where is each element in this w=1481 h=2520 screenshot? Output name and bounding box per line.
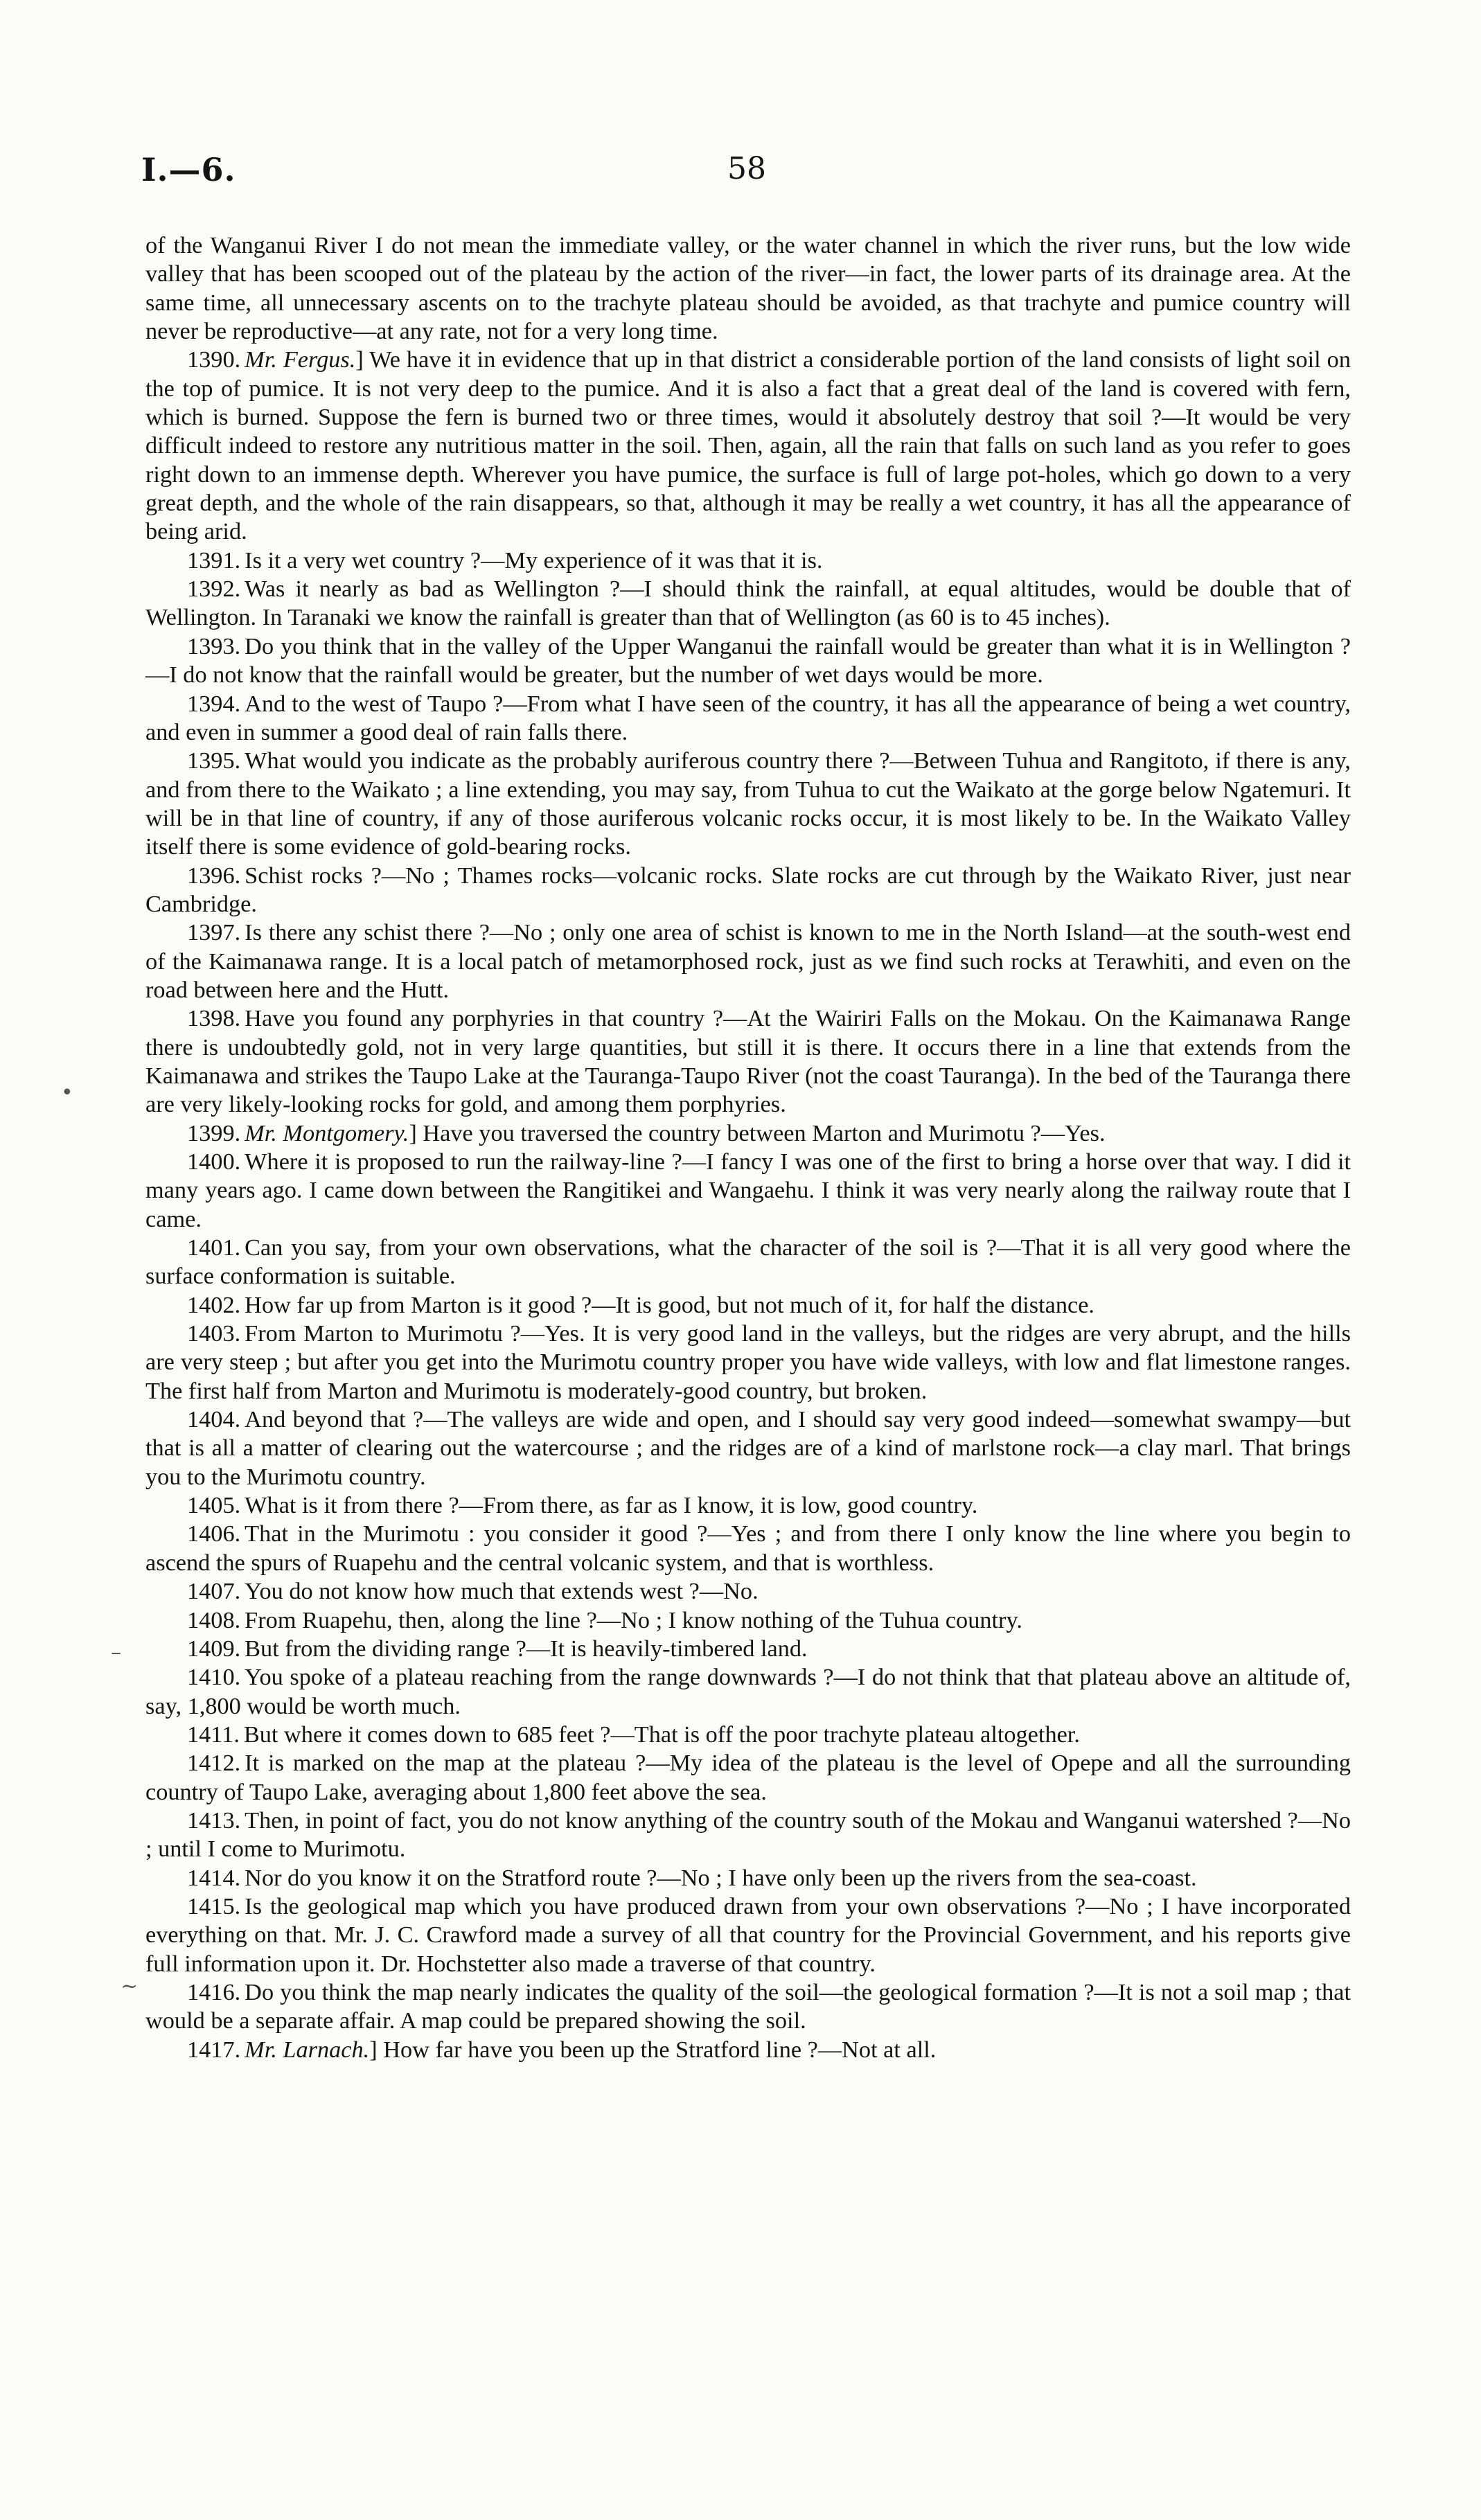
speaker-name: Mr. Fergus. (245, 346, 356, 373)
evidence-entry (145, 1520, 1351, 1577)
question-number: 1411. (187, 1721, 240, 1748)
margin-dot: • (61, 1081, 73, 1105)
evidence-entry (145, 1721, 1351, 1749)
evidence-entry (145, 690, 1351, 747)
evidence-entry (145, 632, 1351, 690)
entry-text: We have it in evidence that up in that district a considerable portion of the land consists of light soil on the top of pumice. It is not very deep to the pumice. And it is also a fact that a great deal of the land is covered with fern, which is burned. Suppose the fern is burned two or three times, would it absolutely destroy that soil ?—It would be very difficult indeed to restore any nutritious matter in the soil. Then, again, all the rain that falls on such land as you refer to goes right down to an immense depth. Wherever you have pumice, the surface is full of large pot-holes, which go down to a very great depth, and the whole of the rain disappears, so that, although it may be really a wet country, it has all the appearance of being arid. (145, 346, 1351, 545)
entry-text: But where it comes down to 685 feet ?—That is off the poor trachyte plateau altogether. (243, 1721, 1080, 1748)
question-number: 1392. (187, 576, 241, 603)
evidence-entry (145, 1807, 1351, 1864)
evidence-entry (145, 547, 1351, 575)
evidence-entry (145, 1491, 1351, 1520)
question-number: 1408. (187, 1606, 241, 1633)
evidence-entry (145, 1405, 1351, 1491)
question-number: 1415. (187, 1892, 241, 1919)
speaker-name: Mr. Montgomery. (245, 1119, 409, 1146)
evidence-entry (145, 1635, 1351, 1663)
question-number: 1414. (187, 1864, 241, 1891)
question-number: 1406. (187, 1520, 241, 1547)
question-number: 1412. (187, 1750, 241, 1777)
evidence-entry (145, 919, 1351, 1004)
entry-text: Can you say, from your own observations, what the character of the soil is ?—That it is all very good where the surface conformation is suitable. (145, 1234, 1351, 1290)
question-number: 1391. (187, 547, 241, 574)
question-number: 1417. (187, 2036, 241, 2063)
intro-paragraph: of the Wanganui River I do not mean the immediate valley, or the water channel in which the river runs, but the low wide valley that has been scooped out of the plateau by the action of the river—in fact, the lower parts of its drainage area. At the same time, all unnecessary ascents on to the trachyte plateau should be avoided, as that trachyte and pumice country will never be reproductive—at any rate, not for a very long time. (145, 232, 1351, 345)
entry-text: Then, in point of fact, you do not know anything of the country south of the Mokau and Wanganui watershed ?—No ; until I come to Murimotu. (145, 1807, 1351, 1863)
question-number: 1398. (187, 1005, 241, 1032)
document-reference: I.—6. (141, 151, 236, 188)
entry-text: What would you indicate as the probably auriferous country there ?—Between Tuhua and Rangitoto, if there is any, and from there to the Waikato ; a line extending, you may say, from Tuhua to cut the Waikato at the gorge below Ngatemuri. It will be in that line of country, if any of those auriferous volcanic rocks occur, it is most likely to be. In the Waikato Valley itself there is some evidence of gold-bearing rocks. (145, 747, 1351, 860)
entry-text: How far up from Marton is it good ?—It is good, but not much of it, for half the distance. (245, 1291, 1095, 1318)
question-number: 1402. (187, 1291, 241, 1318)
question-number: 1400. (187, 1148, 241, 1175)
evidence-entry (145, 1663, 1351, 1721)
question-number: 1394. (187, 690, 241, 717)
evidence-text (145, 231, 1351, 2064)
entry-text: Nor do you know it on the Stratford route ?—No ; I have only been up the rivers from the sea-coast. (245, 1864, 1197, 1891)
page-header (141, 151, 1329, 199)
entry-text: But from the dividing range ?—It is heavily-timbered land. (245, 1635, 808, 1662)
evidence-entry (145, 862, 1351, 919)
entry-text: Is there any schist there ?—No ; only one area of schist is known to me in the North Island—at the south-west end of the Kaimanawa range. It is a local patch of metamorphosed rock, just as we find such rocks at Terawhiti, and even on the road between here and the Hutt. (145, 919, 1351, 1003)
question-number: 1390. (187, 346, 241, 373)
evidence-entry: 1390. Mr. Fergus.] We have it in evidence that up in that district a considerable portion of the land consists of light soil on the top of pumice. It is not very deep to the pumice. And it is also a fact that a great deal of the land is covered with fern, which is burned. Suppose the fern is burned two or three times, would it absolutely destroy that soil ?—It would be very difficult indeed to restore any nutritious matter in the soil. Then, again, all the rain that falls on such land as you refer to goes right down to an immense depth. Wherever you have pumice, the surface is full of large pot-holes, which go down to a very great depth, and the whole of the rain disappears, so that, although it may be really a wet country, it has all the appearance of being arid. (145, 346, 1351, 545)
page-number: 58 (727, 151, 766, 186)
question-number: 1401. (187, 1234, 241, 1261)
question-number: 1399. (187, 1119, 241, 1146)
evidence-entry: 1417. Mr. Larnach.] How far have you been up the Stratford line ?—Not at all. (187, 2036, 937, 2063)
question-number: 1393. (187, 632, 241, 659)
evidence-entry (145, 1577, 1351, 1606)
evidence-entry (145, 1892, 1351, 1978)
evidence-entry (145, 1004, 1351, 1119)
evidence-entry (145, 1148, 1351, 1234)
margin-dash: – (111, 1640, 121, 1665)
evidence-entry (145, 1864, 1351, 1892)
question-number: 1403. (187, 1320, 241, 1347)
entry-text: From Ruapehu, then, along the line ?—No ; I know nothing of the Tuhua country. (245, 1606, 1022, 1633)
question-number: 1410. (187, 1664, 241, 1691)
entry-text: From Marton to Murimotu ?—Yes. It is very good land in the valleys, but the ridges are very abrupt, and the hills are very steep ; but after you get into the Murimotu country proper you have wide valleys, with low and flat limestone ranges. The first half from Marton and Murimotu is moderately-good country, but broken. (145, 1320, 1351, 1404)
evidence-entry (145, 1234, 1351, 1291)
evidence-entry: 1399. Mr. Montgomery.] Have you traversed the country between Marton and Murimotu ?—Yes. (187, 1119, 1106, 1146)
entry-text: Have you traversed the country between Marton and Murimotu ?—Yes. (423, 1119, 1106, 1146)
evidence-entry (145, 747, 1351, 861)
question-number: 1407. (187, 1578, 241, 1605)
question-number: 1405. (187, 1492, 241, 1519)
question-number: 1397. (187, 919, 241, 946)
evidence-entry (145, 575, 1351, 632)
entry-text: Schist rocks ?—No ; Thames rocks—volcanic rocks. Slate rocks are cut through by the Waikato River, just near Cambridge. (145, 862, 1351, 917)
entry-text: Do you think the map nearly indicates the quality of the soil—the geological formation ?—It is not a soil map ; that would be a separate affair. A map could be prepared showing the soil. (145, 1978, 1351, 2034)
entry-text: It is marked on the map at the plateau ?—My idea of the plateau is the level of Opepe and all the surrounding country of Taupo Lake, averaging about 1,800 feet above the sea. (145, 1750, 1351, 1805)
entry-text: And beyond that ?—The valleys are wide and open, and I should say very good indeed—somewhat swampy—but that is all a matter of clearing out the watercourse ; and the ridges are of a kind of marlstone rock—a clay marl. That brings you to the Murimotu country. (145, 1406, 1351, 1490)
entry-text: You do not know how much that extends west ?—No. (245, 1578, 759, 1605)
entry-text: And to the west of Taupo ?—From what I have seen of the country, it has all the appearance of being a wet country, and even in summer a good deal of rain falls there. (145, 690, 1351, 745)
entry-text: Where it is proposed to run the railway-line ?—I fancy I was one of the first to bring a horse over that way. I did it many years ago. I came down between the Rangitikei and Wangaehu. I think it was very nearly along the railway route that I came. (145, 1148, 1351, 1232)
entry-text: Is it a very wet country ?—My experience of it was that it is. (245, 547, 823, 574)
entry-text: You spoke of a plateau reaching from the range downwards ?—I do not think that that plateau above an altitude of, say, 1,800 would be worth much. (145, 1664, 1351, 1719)
evidence-entry (145, 1291, 1351, 1320)
question-number: 1404. (187, 1406, 241, 1433)
question-number: 1396. (187, 862, 241, 889)
evidence-entry (145, 1606, 1351, 1635)
question-number: 1395. (187, 747, 241, 774)
question-number: 1413. (187, 1807, 241, 1834)
evidence-entry (145, 1978, 1351, 2036)
entry-text: Have you found any porphyries in that country ?—At the Wairiri Falls on the Mokau. On the Kaimanawa Range there is undoubtedly gold, not in very large quantities, but still it is there. It occurs there in a line that extends from the Kaimanawa and strikes the Taupo Lake at the Tauranga-Taupo River (not the coast Tauranga). In the bed of the Tauranga there are very likely-looking rocks for gold, and among them porphyries. (145, 1005, 1351, 1118)
entry-text: Is the geological map which you have produced drawn from your own observations ?—No ; I have incorporated everything on that. Mr. J. C. Crawford made a survey of all that country for the Provincial Government, and his reports give full information upon it. Dr. Hochstetter also made a traverse of that country. (145, 1892, 1351, 1977)
question-number: 1409. (187, 1635, 241, 1662)
entry-text: What is it from there ?—From there, as far as I know, it is low, good country. (245, 1492, 978, 1519)
evidence-entry (145, 1749, 1351, 1807)
margin-mark: ~ (121, 1974, 139, 1998)
entry-text: Was it nearly as bad as Wellington ?—I should think the rainfall, at equal altitudes, would be double that of Wellington. In Taranaki we know the rainfall is greater than that of Wellington (as 60 is to 45 inches). (145, 576, 1351, 631)
evidence-entry (145, 1320, 1351, 1405)
speaker-name: Mr. Larnach. (245, 2036, 370, 2063)
entry-text: That in the Murimotu : you consider it good ?—Yes ; and from there I only know the line where you begin to ascend the spurs of Ruapehu and the central volcanic system, and that is worthless. (145, 1520, 1351, 1576)
entry-text: How far have you been up the Stratford line ?—Not at all. (383, 2036, 937, 2063)
question-number: 1416. (187, 1978, 241, 2005)
entry-text: Do you think that in the valley of the Upper Wanganui the rainfall would be greater than what it is in Wellington ?—I do not know that the rainfall would be greater, but the number of wet days would be more. (145, 632, 1351, 689)
